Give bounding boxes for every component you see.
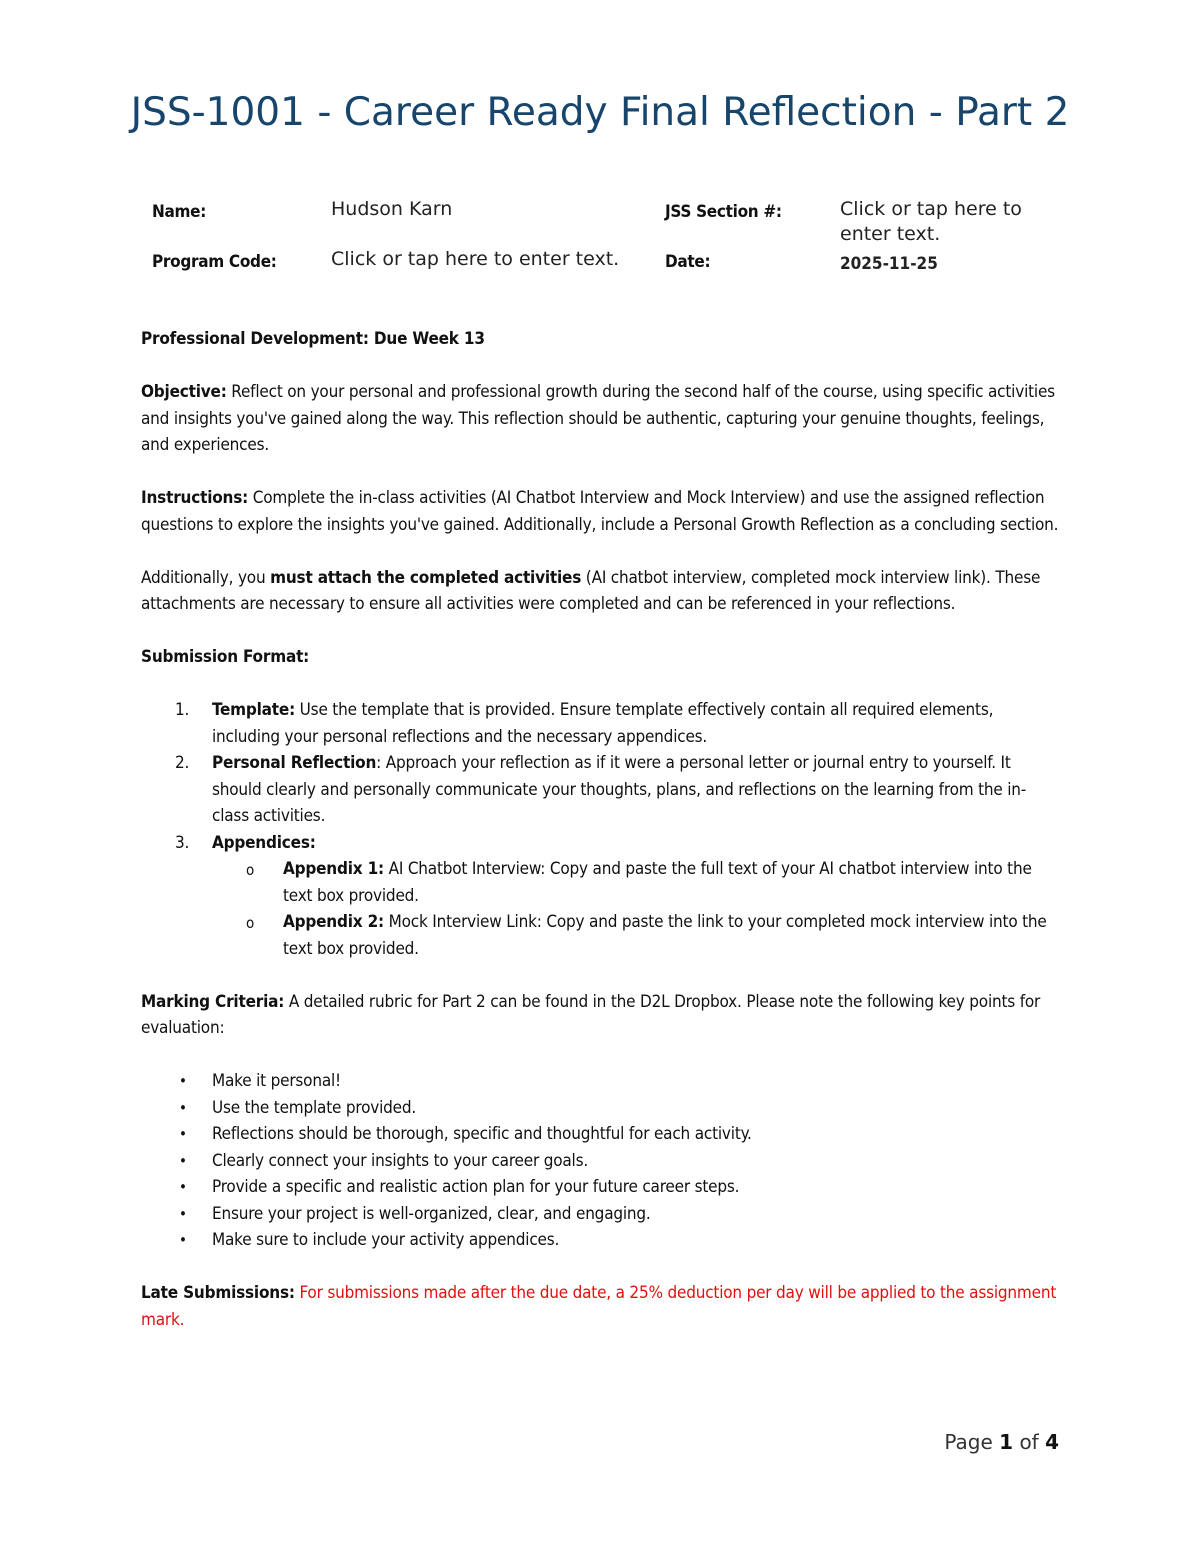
criteria-text: Use the template provided. <box>212 1097 417 1118</box>
bullet-icon: • <box>179 1151 187 1170</box>
attachments-paragraph <box>141 565 1061 618</box>
objective-paragraph <box>141 379 1061 459</box>
list-number: 3. <box>175 832 190 853</box>
name-label: Name: <box>152 202 207 222</box>
criteria-text: Clearly connect your insights to your career goals. <box>212 1150 589 1171</box>
page-current: 1 <box>999 1430 1014 1454</box>
late-paragraph <box>141 1280 1061 1333</box>
attach-pre-text: Additionally, you <box>141 567 266 588</box>
list-item-text: : <box>309 832 316 853</box>
date-field[interactable]: 2025-11-25 <box>840 254 938 274</box>
section-heading: Professional Development: Due Week 13 <box>141 329 485 349</box>
marking-label: Marking Criteria: <box>141 991 285 1012</box>
list-item-label: Appendices <box>212 832 310 853</box>
list-item-text: : Approach your reflection as if it were a personal letter or journal entry to yourself. It should clearly and personally communicate your thoughts, plans, and reflections on the learning from the in-class activities. <box>212 753 1027 826</box>
page-word: Page <box>944 1430 993 1454</box>
appendix-text: Mock Interview Link: Copy and paste the link to your completed mock interview into the text box provided. <box>283 912 1047 959</box>
section-label: JSS Section #: <box>665 202 782 222</box>
list-item-label: Personal Reflection <box>212 753 377 773</box>
list-item <box>141 1095 1061 1122</box>
circle-bullet-icon: o <box>246 914 255 932</box>
list-number: 2. <box>175 753 190 773</box>
list-item-text: Use the template that is provided. Ensure template effectively contain all required elements, including your personal reflections and the necessary appendices. <box>212 700 994 747</box>
circle-bullet-icon: o <box>246 861 255 879</box>
criteria-text: Make sure to include your activity appendices. <box>212 1230 560 1250</box>
name-field[interactable]: Hudson Karn <box>331 198 453 220</box>
instructions-label: Instructions: <box>141 488 249 508</box>
of-word: of <box>1019 1430 1039 1454</box>
instructions-paragraph <box>141 485 1061 538</box>
marking-paragraph <box>141 989 1061 1042</box>
page-number <box>944 1430 1059 1454</box>
list-item <box>212 909 1061 962</box>
list-number: 1. <box>175 700 190 720</box>
date-label: Date: <box>665 252 711 272</box>
info-table <box>140 196 1060 296</box>
list-item-label: Template: <box>212 700 296 720</box>
program-code-label: Program Code: <box>152 252 277 272</box>
list-item <box>141 1148 1061 1175</box>
submission-format-list <box>141 697 1061 962</box>
bullet-icon: • <box>179 1098 187 1117</box>
instructions-text: Complete the in-class activities (AI Chatbot Interview and Mock Interview) and use the assigned reflection questions to explore the insights you've gained. Additionally, include a Personal Growth Reflection as a concluding section. <box>141 488 1059 535</box>
list-item <box>141 830 1061 963</box>
attach-post-text: (AI chatbot interview, completed mock interview link). These attachments are necessary to ensure all activities were completed and can be referenced in your reflections. <box>141 567 1041 614</box>
attach-emphasis: must attach the completed activities <box>270 567 582 588</box>
list-item <box>141 1227 1061 1254</box>
bullet-icon: • <box>179 1125 187 1143</box>
submission-heading: Submission Format: <box>141 647 310 667</box>
list-item <box>141 1174 1061 1201</box>
page-total: 4 <box>1045 1430 1059 1454</box>
objective-label: Objective: <box>141 382 227 402</box>
appendix-label: Appendix 2: <box>283 912 384 932</box>
bullet-icon: • <box>179 1231 187 1249</box>
appendix-label: Appendix 1: <box>283 859 384 879</box>
list-item <box>141 750 1061 830</box>
criteria-text: Reflections should be thorough, specific and thoughtful for each activity. <box>212 1124 752 1144</box>
criteria-text: Make it personal! <box>212 1071 341 1091</box>
list-item <box>141 1068 1061 1095</box>
appendix-text: AI Chatbot Interview: Copy and paste the full text of your AI chatbot interview into the text box provided. <box>283 859 1032 906</box>
marking-text: A detailed rubric for Part 2 can be found in the D2L Dropbox. Please note the following key points for evaluation: <box>141 991 1041 1038</box>
bullet-icon: • <box>179 1072 187 1090</box>
program-code-field[interactable]: Click or tap here to enter text. <box>331 248 620 270</box>
appendices-list <box>212 856 1061 962</box>
info-row-2 <box>140 246 1060 296</box>
criteria-text: Ensure your project is well-organized, clear, and engaging. <box>212 1203 651 1224</box>
criteria-text: Provide a specific and realistic action plan for your future career steps. <box>212 1177 740 1197</box>
section-field[interactable]: Click or tap here to enter text. <box>840 198 1022 245</box>
page-title: JSS-1001 - Career Ready Final Reflection - Part 2 <box>130 90 1070 135</box>
bullet-icon: • <box>179 1178 187 1196</box>
objective-text: Reflect on your personal and professional growth during the second half of the course, using specific activities and insights you've gained along the way. This reflection should be authentic, capturing your genuine thoughts, feelings, and experiences. <box>141 382 1055 455</box>
list-item <box>141 1201 1061 1228</box>
list-item <box>141 697 1061 750</box>
info-row-1 <box>140 196 1060 246</box>
document-body <box>141 326 1061 1360</box>
late-label: Late Submissions: <box>141 1283 295 1303</box>
bullet-icon: • <box>179 1204 187 1223</box>
list-item <box>141 1121 1061 1148</box>
criteria-list <box>141 1068 1061 1254</box>
list-item <box>212 856 1061 909</box>
late-text: For submissions made after the due date, a 25% deduction per day will be applied to the assignment mark. <box>141 1283 1057 1330</box>
